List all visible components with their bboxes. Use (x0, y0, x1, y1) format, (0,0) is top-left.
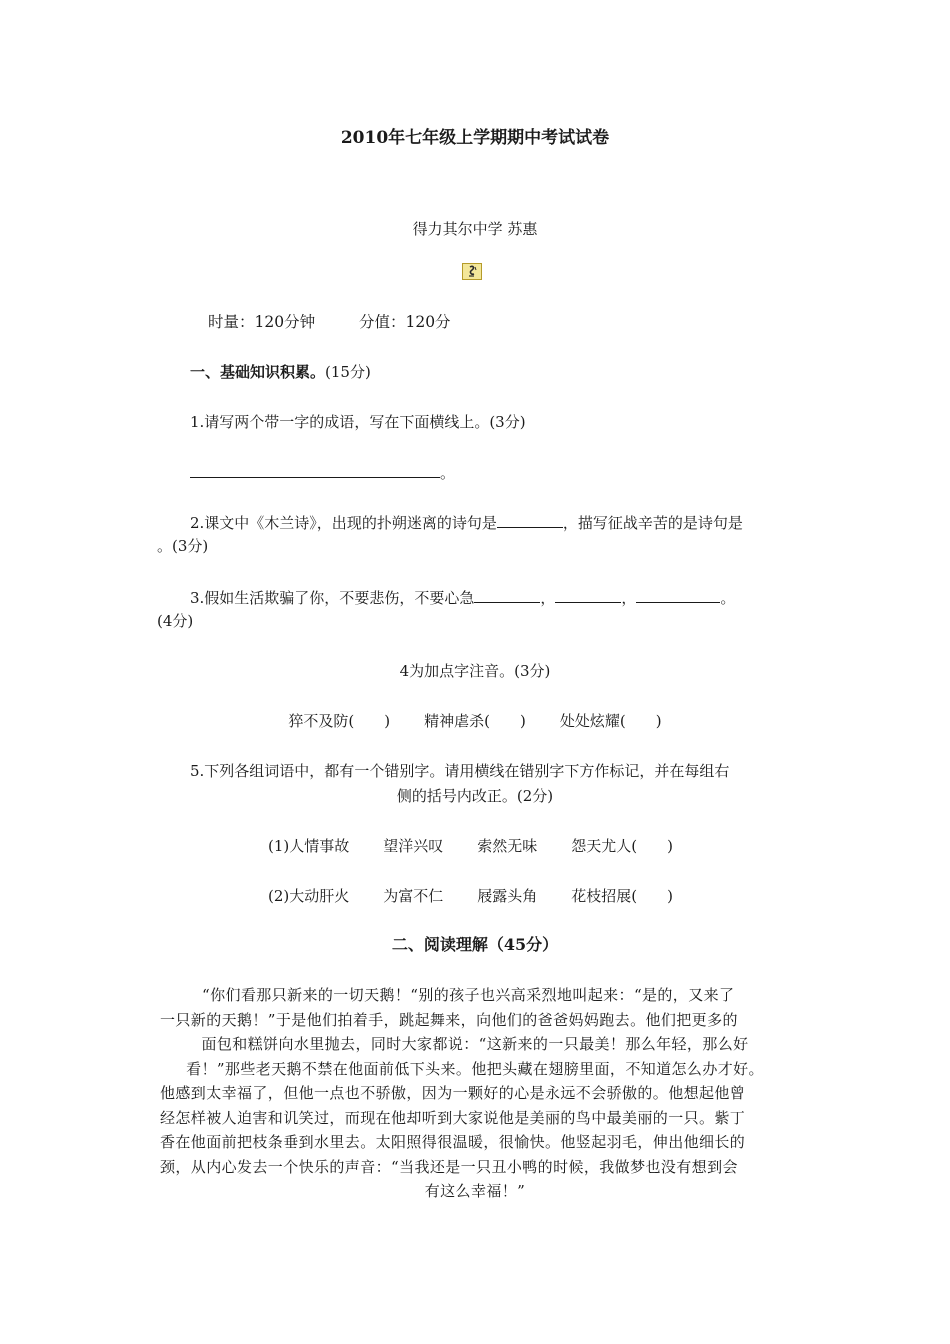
answer-blank[interactable] (474, 586, 540, 603)
word-item: 屐露头角 (477, 887, 538, 905)
question-2-part1: 2.课文中《木兰诗》，出现的扑朔迷离的诗句是 (190, 514, 497, 532)
author-line: 得力其尔中学 苏惠 (412, 220, 538, 238)
word-item: 怨天尤人( ) (571, 837, 673, 855)
word-item: 为富不仁 (383, 887, 444, 905)
question-1-answer (190, 461, 455, 483)
section1-heading (190, 362, 371, 382)
question-5-line2: 侧的括号内改正。(2分) (396, 787, 554, 805)
embedded-object-icon[interactable] (462, 263, 482, 280)
page-title: 2010年七年级上学期期中考试试卷 (340, 128, 610, 148)
question-5-group2 (268, 886, 673, 906)
passage-line: 香在他面前把枝条垂到水里去。太阳照得很温暖，很愉快。他竖起羽毛，伸出他细长的 (160, 1133, 746, 1151)
passage-line: 他感到太幸福了，但他一点也不骄傲，因为一颗好的心是永远不会骄傲的。他想起他曾 (160, 1084, 746, 1102)
word-item: 索然无味 (477, 837, 538, 855)
reading-passage (160, 983, 790, 1204)
word-item: (2)大动肝火 (268, 887, 350, 905)
question-3-line2: (4分) (157, 612, 194, 630)
answer-blank[interactable] (555, 586, 621, 603)
passage-line: 经怎样被人迫害和讥笑过，而现在他却听到大家说他是美丽的鸟中最美丽的一只。紫丁 (160, 1108, 746, 1127)
answer-blank[interactable] (497, 511, 563, 528)
section1-title: 一、基础知识积累。 (190, 363, 326, 381)
question-3-sep: ， (621, 589, 637, 607)
answer-blank[interactable] (636, 586, 720, 603)
passage-line: “你们看那只新来的一切天鹅！“别的孩子也兴高采烈地叫起来：“是的，又来了 (202, 986, 735, 1004)
passage-line: 颈，从内心发去一个快乐的声音：“当我还是一只丑小鸭的时候，我做梦也没有想到会 (160, 1157, 738, 1176)
passage-line: 看！”那些老天鹅不禁在他面前低下头来。他把头藏在翅膀里面，不知道怎么办才好。 (186, 1059, 764, 1078)
question-2-line2: 。(3分) (157, 537, 209, 555)
question-2 (190, 511, 743, 533)
score-label: 分值：120分 (358, 313, 451, 331)
pinyin-item: 猝不及防( ) (288, 712, 391, 730)
question-3-sep: ， (540, 589, 556, 607)
question-4-items (0, 711, 950, 731)
passage-line: 有这么幸福！” (424, 1182, 526, 1200)
word-item: 花枝招展( ) (571, 887, 673, 905)
question-5-group1 (268, 836, 673, 856)
question-1-end: 。 (440, 464, 456, 482)
question-4: 4为加点字注音。(3分) (399, 662, 551, 680)
word-item: (1)人情事故 (268, 837, 350, 855)
pinyin-item: 处处炫耀( ) (559, 712, 662, 730)
question-3 (190, 586, 735, 608)
question-3-end: 。 (720, 589, 736, 607)
question-2-part2: ，描写征战辛苦的是诗句是 (562, 514, 743, 532)
duration-label: 时量：120分钟 (208, 313, 316, 331)
question-3-part1: 3.假如生活欺骗了你，不要悲伤，不要心急 (190, 589, 475, 607)
answer-blank[interactable] (190, 461, 440, 478)
section2-heading: 二、阅读理解（45分） (391, 935, 559, 954)
question-5-line1: 5.下列各组词语中，都有一个错别字。请用横线在错别字下方作标记，并在每组右 (190, 762, 730, 780)
word-item: 望洋兴叹 (383, 837, 444, 855)
passage-line: 一只新的天鹅！”于是他们拍着手，跳起舞来，向他们的爸爸妈妈跑去。他们把更多的 (160, 1010, 738, 1029)
passage-line: 面包和糕饼向水里抛去，同时大家都说：“这新来的一只最美！那么年轻，那么好 (201, 1035, 749, 1053)
pinyin-item: 精神虐杀( ) (424, 712, 526, 730)
section1-score: (15分) (325, 363, 371, 381)
question-1: 1.请写两个带一字的成语，写在下面横线上。(3分) (190, 413, 526, 431)
exam-info (208, 312, 451, 332)
